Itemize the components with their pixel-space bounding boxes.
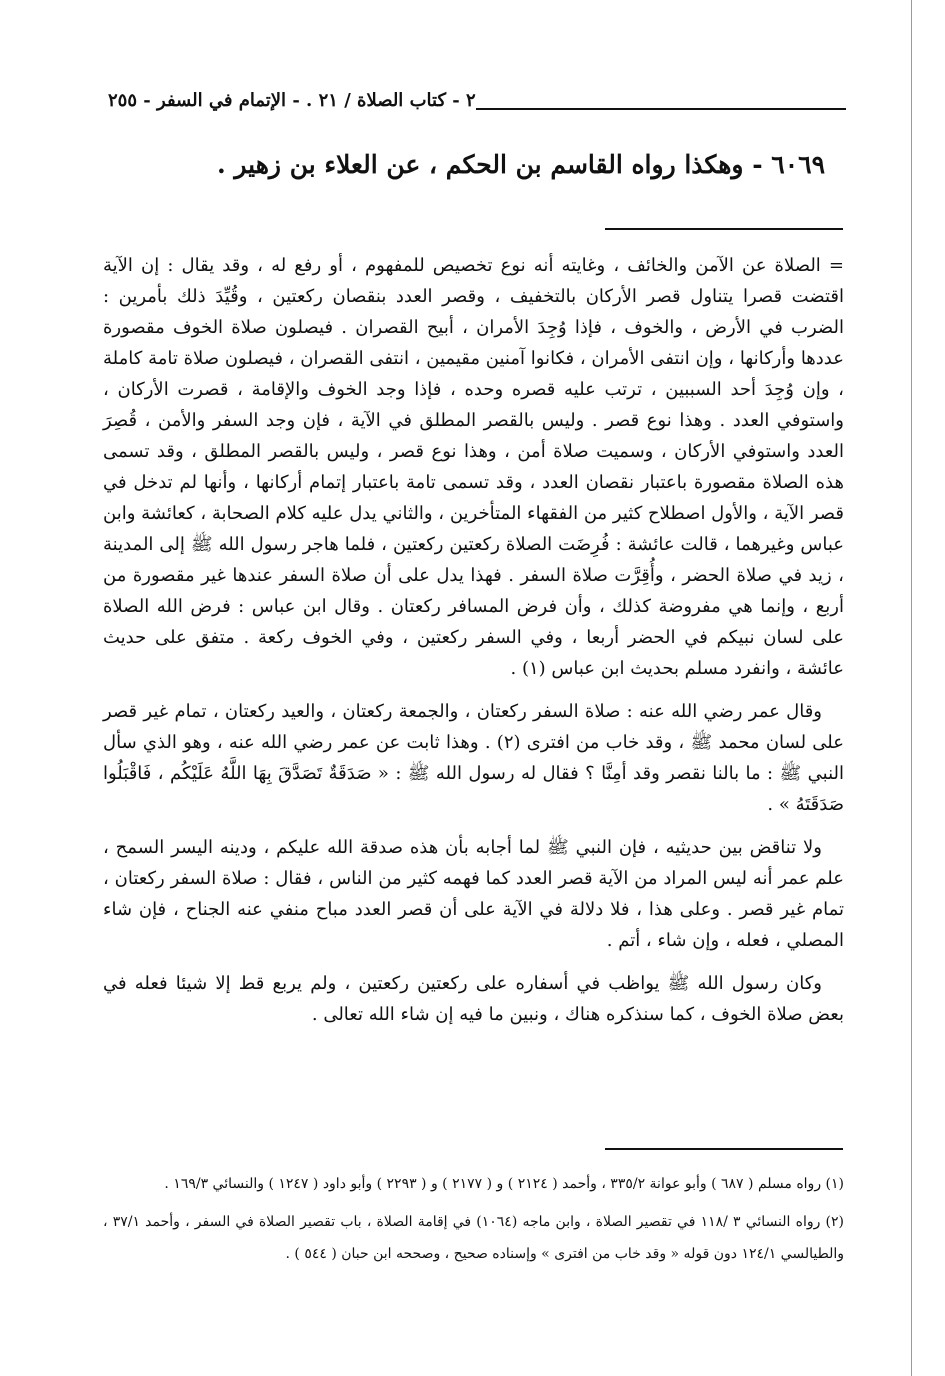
running-head: ٢ - كتاب الصلاة / ٢١ . - الإتمام في السفر - ٢٥٥ <box>100 90 476 111</box>
commentary <box>103 250 844 1042</box>
commentary-paragraph: = الصلاة عن الآمن والخائف ، وغايته أنه نوع تخصيص للمفهوم ، أو رفع له ، وقد يقال : إن الآية اقتضت قصرا يتناول قصر الأركان بالتخفيف ، وقصر العدد بنقصان ركعتين ، وقُيِّدَ ذلك بأمرين : الضرب في الأرض ، والخوف ، فإذا وُجِدَ الأمران ، أبيح القصران . فيصلون صلاة الخوف مقصورة عددها وأركانها ، وإن انتفى الأمران ، فكانوا آمنين مقيمين ، انتفى القصران ، فيصلون صلاة تامة كاملة ، وإن وُجِدَ أحد السببين ، ترتب عليه قصره وحده ، فإذا وجد الخوف والإقامة ، قصرت الأركان ، واستوفي العدد . وهذا نوع قصر . وليس بالقصر المطلق في الآية ، فإن وجد السفر والأمن ، قُصِرَ العدد واستوفي الأركان ، وسميت صلاة أمن ، وهذا نوع قصر ، وليس بالقصر المطلق ، وقد تسمى هذه الصلاة مقصورة باعتبار نقصان العدد ، وقد تسمى تامة باعتبار إتمام أركانها ، وأنها لم تدخل في قصر الآية ، والأول اصطلاح كثير من الفقهاء المتأخرين ، والثاني يدل عليه كلام الصحابة ، كعائشة وابن عباس وغيرهما ، قالت عائشة : فُرِضَت الصلاة ركعتين ركعتين ، فلما هاجر رسول الله ﷺ إلى المدينة ، زيد في صلاة الحضر ، وأُقِرَّت صلاة السفر . فهذا يدل على أن صلاة السفر عندها غير مقصورة من أربع ، وإنما هي مفروضة كذلك ، وأن فرض المسافر ركعتان . وقال ابن عباس : فرض الله الصلاة على لسان نبيكم في الحضر أربعا ، وفي السفر ركعتين ، وفي الخوف ركعة . متفق على حديث عائشة ، وانفرد مسلم بحديث ابن عباس (١) . <box>103 255 844 679</box>
footnote-rule <box>605 1148 843 1150</box>
commentary-paragraph: وكان رسول الله ﷺ يواظب في أسفاره على ركعتين ركعتين ، ولم يربع قط إلا شيئا فعله في بعض صلاة الخوف ، كما سنذكره هناك ، ونبين ما فيه إن شاء الله تعالى . <box>103 973 844 1025</box>
hadith-number-line: ٦٠٦٩ - وهكذا رواه القاسم بن الحكم ، عن العلاء بن زهير . <box>216 150 825 179</box>
commentary-paragraph: ولا تناقض بين حديثيه ، فإن النبي ﷺ لما أجابه بأن هذه صدقة الله عليكم ، ودينه اليسر السمح ، علم عمر أنه ليس المراد من الآية قصر العدد كما فهمه كثير من الناس ، فقال : صلاة السفر ركعتان ، تمام غير قصر . وعلى هذا ، فلا دلالة في الآية على أن قصر العدد مباح منفي عنه الجناح ، فإن شاء المصلي ، فعله ، وإن شاء ، أتم . <box>103 837 844 951</box>
footnote: (١) رواه مسلم ( ٦٨٧ ) وأبو عوانة ٣٣٥/٢ ، وأحمد ( ٢١٢٤ ) و ( ٢١٧٧ ) و ( ٢٢٩٣ ) وأبو داود ( ١٢٤٧ ) والنسائي ١٦٩/٣ . <box>164 1176 844 1192</box>
commentary-paragraph: وقال عمر رضي الله عنه : صلاة السفر ركعتان ، والجمعة ركعتان ، والعيد ركعتان ، تمام غير قصر على لسان محمد ﷺ ، وقد خاب من افترى (٢) . وهذا ثابت عن عمر رضي الله عنه ، وهو الذي سأل النبي ﷺ : ما بالنا نقصر وقد أمِنَّا ؟ فقال له رسول الله ﷺ : « صَدَقَةٌ تَصَدَّقَ بِهَا اللَّهُ عَلَيْكُم ، فَاقْبَلُوا صَدَقَتَهُ » . <box>103 701 845 815</box>
section-rule <box>605 228 843 230</box>
page-edge-line <box>911 0 912 1376</box>
footnotes <box>103 1168 844 1276</box>
footnote: (٢) رواه النسائي ٣ /١١٨ في تقصير الصلاة ، وابن ماجه (١٠٦٤) في إقامة الصلاة ، باب تقصير الصلاة في السفر ، وأحمد ٣٧/١ ، والطيالسي ١٢٤/١ دون قوله « وقد خاب من افترى » وإسناده صحيح ، وصححه ابن حبان ( ٥٤٤ ) . <box>103 1214 844 1262</box>
